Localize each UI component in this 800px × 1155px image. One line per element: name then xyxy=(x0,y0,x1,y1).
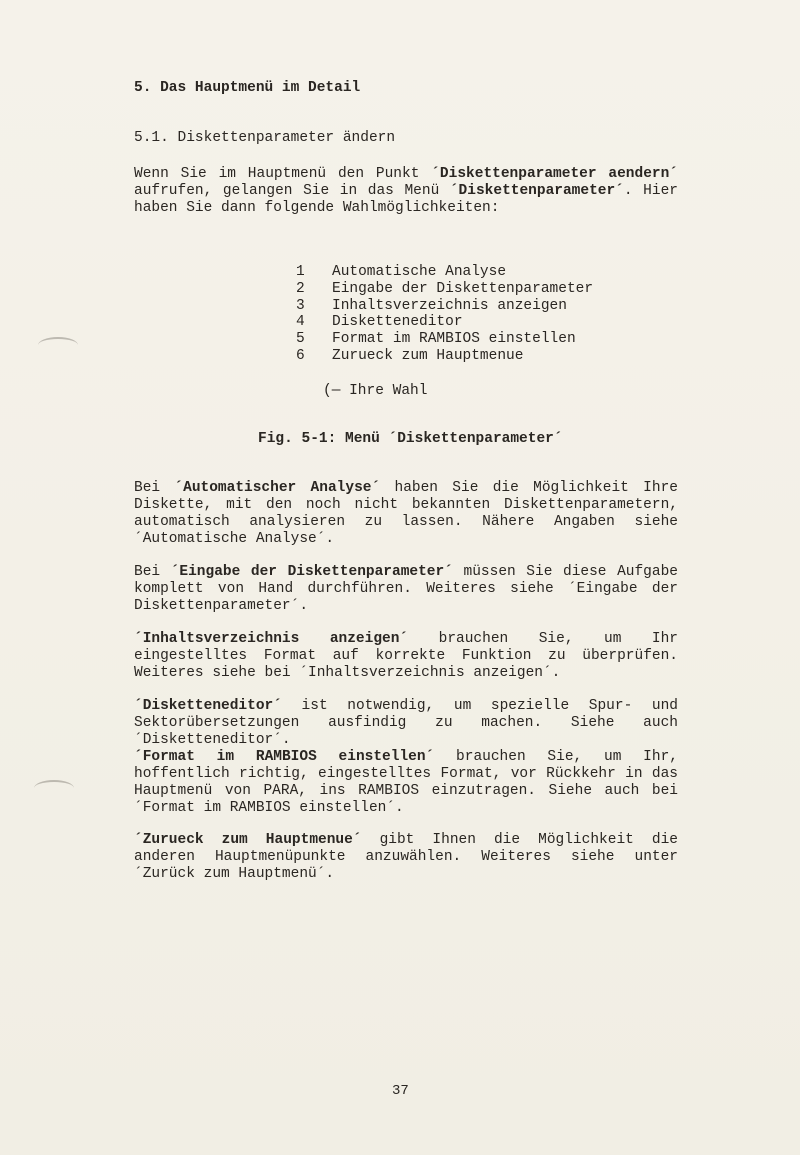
choice-prompt: (— Ihre Wahl xyxy=(323,383,428,399)
menu-item xyxy=(296,331,593,348)
menu-item-label: Zurueck zum Hauptmenue xyxy=(332,347,524,364)
menu-item xyxy=(296,264,593,281)
menu-item-label: Format im RAMBIOS einstellen xyxy=(332,331,576,348)
menu-item xyxy=(296,314,593,331)
menu-item-number: 1 xyxy=(296,264,305,280)
paragraph-parameter-input xyxy=(134,564,678,615)
para-text: ist notwendig, um spezielle Spur- und Sektorübersetzungen ausfindig zu machen. Siehe auch ´Disketteneditor´. xyxy=(134,698,678,748)
menu-item xyxy=(296,348,593,365)
para-bold-term: ´Automatischer Analyse´ xyxy=(174,480,381,496)
paragraph-automatic-analysis xyxy=(134,480,678,548)
menu-item-label: Inhaltsverzeichnis anzeigen xyxy=(332,297,567,314)
menu-item-number: 2 xyxy=(296,280,305,297)
intro-bold-2: ´Diskettenparameter´ xyxy=(449,183,624,199)
menu-item-number: 4 xyxy=(296,314,305,331)
section-title: 5. Das Hauptmenü im Detail xyxy=(134,80,361,96)
para-text: brauchen Sie, um Ihr eingestelltes Format auf korrekte Funktion zu überprüfen. Weiteres siehe bei ´Inhaltsverzeichnis anzeigen´. xyxy=(134,631,679,681)
figure-caption: Fig. 5-1: Menü ´Diskettenparameter´ xyxy=(258,431,563,447)
para-text: müssen Sie diese Aufgabe komplett von Hand durchführen. Weiteres siehe ´Eingabe der Diskettenparameter´. xyxy=(134,564,678,614)
subsection-title: 5.1. Diskettenparameter ändern xyxy=(134,130,396,146)
page-number: 37 xyxy=(392,1083,409,1099)
menu-item-label: Disketteneditor xyxy=(332,314,463,331)
paragraph-rambios-format xyxy=(134,749,678,817)
intro-text-3: . Hier haben Sie dann folgende Wahlmöglichkeiten: xyxy=(134,183,678,216)
intro-text-2: aufrufen, gelangen Sie in das Menü xyxy=(134,183,450,199)
para-text: gibt Ihnen die Möglichkeit die anderen Hauptmenüpunkte anzuwählen. Weiteres siehe unter ´Zurück zum Hauptmenü´. xyxy=(134,832,678,882)
para-bold-term: ´Format im RAMBIOS einstellen´ xyxy=(134,749,435,765)
para-prefix: Bei xyxy=(134,564,171,580)
menu-item-number: 3 xyxy=(296,297,305,314)
paragraph-disk-editor xyxy=(134,698,678,749)
paragraph-directory xyxy=(134,631,678,682)
para-text: haben Sie die Möglichkeit Ihre Diskette, mit den noch nicht bekannten Diskettenparametern, automatisch analysieren zu lassen. Nähere Angaben siehe ´Automatische Analyse´. xyxy=(134,480,678,547)
para-bold-term: ´Zurueck zum Hauptmenue´ xyxy=(134,832,362,848)
intro-bold-1: ´Diskettenparameter aendern´ xyxy=(431,166,679,182)
paragraph-back-to-main xyxy=(134,832,678,883)
menu-item-number: 6 xyxy=(296,347,305,364)
menu-item-label: Eingabe der Diskettenparameter xyxy=(332,280,594,297)
menu-item xyxy=(296,281,593,298)
intro-paragraph xyxy=(134,166,678,217)
menu-item-label: Automatische Analyse xyxy=(332,264,507,280)
scan-artifact-top xyxy=(38,337,78,353)
menu-item xyxy=(296,298,593,315)
menu-list xyxy=(296,264,593,365)
menu-item-number: 5 xyxy=(296,331,305,348)
para-prefix: Bei xyxy=(134,480,175,496)
para-bold-term: ´Inhaltsverzeichnis anzeigen´ xyxy=(134,631,409,647)
para-text: brauchen Sie, um Ihr, hoffentlich richtig, eingestelltes Format, vor Rückkehr in das Hauptmenü von PARA, ins RAMBIOS einzutragen. Siehe auch bei ´Format im RAMBIOS einstellen´. xyxy=(134,749,678,816)
para-bold-term: ´Disketteneditor´ xyxy=(134,698,282,714)
scan-artifact-bottom xyxy=(34,780,74,796)
intro-text-1: Wenn Sie im Hauptmenü den Punkt xyxy=(134,166,432,182)
para-bold-term: ´Eingabe der Diskettenparameter´ xyxy=(170,564,453,580)
